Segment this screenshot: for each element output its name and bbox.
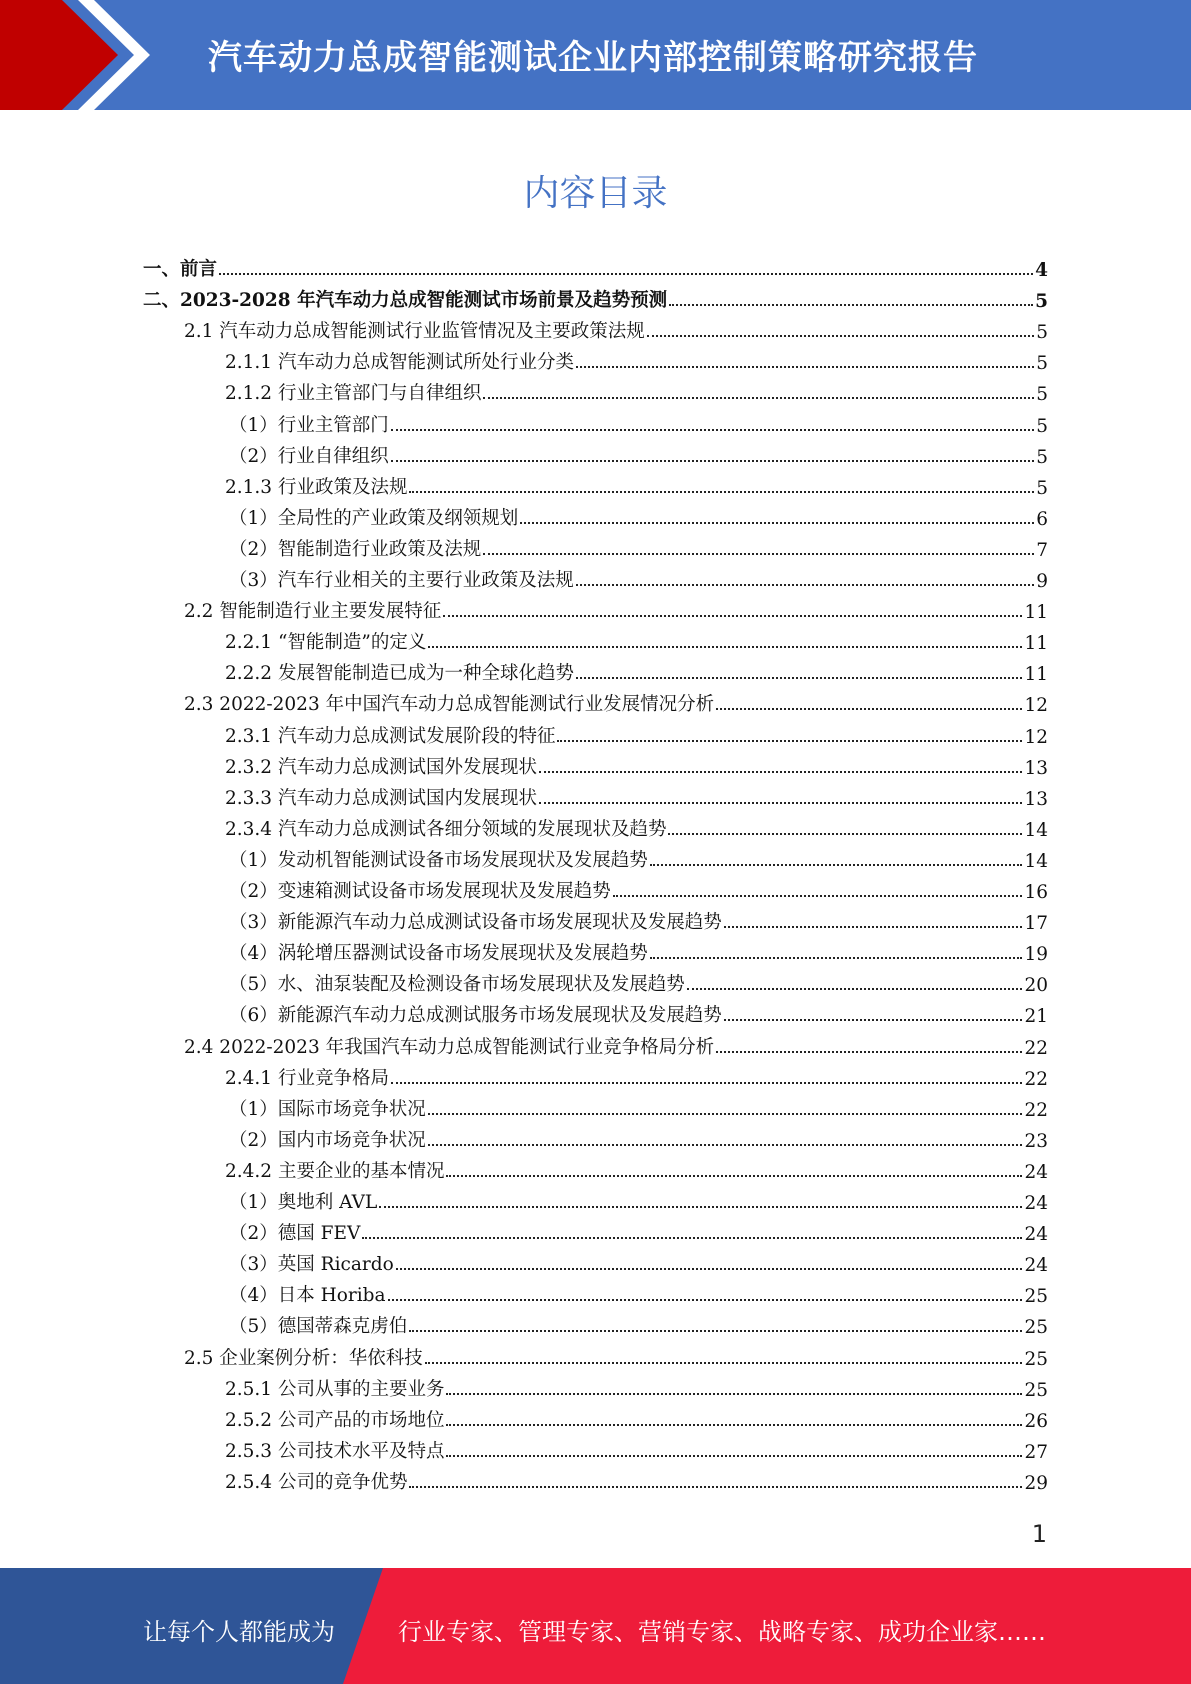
toc-entry-label: （1）发动机智能测试设备市场发展现状及发展趋势 [229, 849, 648, 871]
toc-entry-label: （5）水、油泵装配及检测设备市场发展现状及发展趋势 [229, 974, 685, 996]
toc-entry-label: 2.5 企业案例分析：华依科技 [184, 1347, 423, 1369]
toc-leader-dots [443, 614, 1022, 617]
toc-entry-page: 20 [1024, 975, 1048, 997]
toc-entry-page: 27 [1024, 1441, 1048, 1463]
toc-entry-label: （4）涡轮增压器测试设备市场发展现状及发展趋势 [229, 943, 648, 965]
toc-leader-dots [724, 1018, 1023, 1021]
toc-entry-label: 2.5.1 公司从事的主要业务 [225, 1378, 445, 1400]
footer-banner [0, 1568, 1191, 1684]
toc-entry-label: 2.3.4 汽车动力总成测试各细分领域的发展现状及趋势 [225, 818, 667, 840]
toc-entry[interactable] [225, 1466, 1048, 1494]
toc-entry-page: 6 [1036, 508, 1048, 530]
toc-entry-label: 2.3.1 汽车动力总成测试发展阶段的特征 [225, 725, 556, 747]
toc-entry[interactable] [229, 968, 1048, 996]
toc-entry[interactable] [229, 502, 1048, 530]
toc-leader-dots [446, 1392, 1022, 1395]
toc-entry-label: （5）德国蒂森克虏伯 [229, 1316, 408, 1338]
toc-entry[interactable] [229, 1124, 1048, 1152]
toc-leader-dots [391, 428, 1034, 431]
toc-leader-dots [391, 1081, 1022, 1084]
toc-entry[interactable] [229, 937, 1048, 965]
toc-entry-label: （2）德国 FEV [229, 1223, 361, 1245]
toc-entry-page: 5 [1036, 384, 1048, 406]
toc-entry-page: 12 [1024, 695, 1048, 717]
toc-entry[interactable] [229, 1093, 1048, 1121]
toc-entry[interactable] [225, 471, 1048, 499]
toc-entry-label: 2.3.3 汽车动力总成测试国内发展现状 [225, 787, 537, 809]
toc-entry[interactable] [184, 688, 1048, 716]
toc-entry-page: 24 [1024, 1255, 1048, 1277]
toc-entry-label: 2.2.1 “智能制造”的定义 [225, 632, 427, 654]
toc-entry[interactable] [229, 1248, 1048, 1276]
toc-entry[interactable] [229, 1279, 1048, 1307]
toc-entry-page: 5 [1036, 415, 1048, 437]
toc-leader-dots [446, 1423, 1022, 1426]
toc-entry[interactable] [225, 1435, 1048, 1463]
toc-entry-page: 11 [1024, 664, 1048, 686]
toc-entry-page: 5 [1036, 477, 1048, 499]
toc-entry-label: （2）行业自律组织 [229, 445, 389, 467]
toc-entry-page: 11 [1024, 602, 1048, 624]
toc-entry-page: 5 [1036, 353, 1048, 375]
toc-entry-label: 2.4.1 行业竞争格局 [225, 1067, 389, 1089]
toc-leader-dots [379, 1205, 1022, 1208]
toc-entry-page: 22 [1024, 1037, 1048, 1059]
toc-heading: 内容目录 [523, 173, 668, 214]
toc-entry[interactable] [225, 346, 1048, 374]
toc-leader-dots [557, 739, 1022, 742]
toc-entry-page: 9 [1036, 571, 1048, 592]
toc-entry-label: （3）英国 Ricardo [229, 1254, 394, 1276]
toc-leader-dots [716, 707, 1022, 710]
toc-entry-label: （4）日本 Horiba [229, 1285, 386, 1307]
toc-entry-label: 2.1.3 行业政策及法规 [225, 476, 408, 498]
toc-entry[interactable] [229, 564, 1048, 592]
toc-leader-dots [687, 987, 1023, 990]
toc-leader-dots [428, 645, 1022, 648]
toc-entry-label: （1）全局性的产业政策及纲领规划 [229, 507, 519, 529]
toc-leader-dots [409, 1329, 1022, 1332]
toc-entry-page: 12 [1024, 726, 1048, 748]
toc-entry[interactable] [143, 284, 1048, 312]
toc-entry-label: 2.2.2 发展智能制造已成为一种全球化趋势 [225, 663, 574, 685]
toc-leader-dots [428, 1112, 1023, 1115]
toc-entry-page: 26 [1024, 1410, 1048, 1432]
header-arrow-decoration [0, 0, 160, 110]
footer-slogan-right: 行业专家、管理专家、营销专家、战略专家、成功企业家…… [398, 1618, 1046, 1646]
toc-entry-page: 13 [1024, 788, 1048, 810]
toc-leader-dots [219, 272, 1033, 275]
toc-entry[interactable] [143, 253, 1048, 281]
toc-entry-label: （2）变速箱测试设备市场发展现状及发展趋势 [229, 881, 611, 902]
toc-leader-dots [409, 1485, 1022, 1488]
toc-entry[interactable] [229, 533, 1048, 561]
toc-leader-dots [391, 459, 1034, 462]
toc-entry-label: （1）行业主管部门 [229, 414, 389, 436]
toc-entry[interactable] [225, 751, 1048, 779]
toc-leader-dots [576, 365, 1034, 368]
toc-leader-dots [483, 552, 1034, 555]
toc-entry-page: 14 [1024, 850, 1048, 872]
header-banner [0, 0, 1191, 110]
toc-entry[interactable] [229, 1310, 1048, 1338]
toc-entry-page: 5 [1036, 322, 1048, 344]
toc-entry-label: （2）智能制造行业政策及法规 [229, 538, 482, 560]
toc-entry[interactable] [225, 1062, 1048, 1090]
toc-leader-dots [539, 770, 1022, 773]
toc-entry-page: 21 [1024, 1006, 1048, 1028]
toc-entry-label: 2.5.4 公司的竞争优势 [225, 1471, 408, 1493]
toc-entry-label: （1）奥地利 AVL [229, 1192, 378, 1213]
toc-entry-page: 22 [1024, 1099, 1048, 1121]
toc-entry-page: 22 [1024, 1068, 1048, 1090]
toc-leader-dots [539, 801, 1022, 804]
toc-entry-page: 17 [1024, 913, 1048, 935]
toc-entry-label: 2.5.2 公司产品的市场地位 [225, 1409, 445, 1431]
toc-entry[interactable] [225, 782, 1048, 810]
footer-slogan-left: 让每个人都能成为 [143, 1618, 335, 1646]
toc-entry-page: 14 [1024, 819, 1048, 841]
toc-entry[interactable] [229, 440, 1048, 468]
toc-entry[interactable] [225, 626, 1048, 654]
toc-entry[interactable] [184, 315, 1048, 343]
toc-leader-dots [576, 583, 1034, 586]
toc-entry-label: 2.3.2 汽车动力总成测试国外发展现状 [225, 756, 537, 778]
toc-leader-dots [650, 956, 1023, 959]
toc-entry-label: （2）国内市场竞争状况 [229, 1129, 426, 1151]
toc-entry-page: 5 [1035, 291, 1048, 313]
toc-entry[interactable] [225, 657, 1048, 685]
toc-entry[interactable] [229, 906, 1048, 934]
toc-entry-page: 23 [1024, 1130, 1048, 1152]
toc-leader-dots [668, 832, 1022, 835]
toc-entry-label: 2.4.2 主要企业的基本情况 [225, 1160, 445, 1182]
toc-entry[interactable] [225, 1373, 1048, 1401]
toc-leader-dots [362, 1236, 1022, 1239]
toc-entry-page: 24 [1024, 1224, 1048, 1246]
toc-leader-dots [388, 1298, 1023, 1301]
toc-entry[interactable] [184, 595, 1048, 623]
toc-entry-label: （1）国际市场竞争状况 [229, 1098, 426, 1120]
toc-entry-page: 25 [1024, 1379, 1048, 1401]
toc-entry-label: 2.2 智能制造行业主要发展特征 [184, 601, 442, 623]
toc-leader-dots [724, 925, 1023, 928]
toc-leader-dots [613, 894, 1023, 897]
toc-entry[interactable] [225, 377, 1048, 405]
toc-entry-page: 29 [1024, 1472, 1048, 1494]
toc-entry-page: 24 [1024, 1193, 1048, 1214]
toc-entry[interactable] [225, 813, 1048, 841]
toc-entry-label: （3）新能源汽车动力总成测试设备市场发展现状及发展趋势 [229, 912, 722, 934]
toc-entry[interactable] [184, 1342, 1048, 1370]
toc-entry-page: 25 [1024, 1286, 1048, 1308]
toc-entry[interactable] [225, 720, 1048, 748]
toc-entry-page: 16 [1024, 882, 1048, 903]
toc-entry-page: 5 [1036, 446, 1048, 468]
page-number: 1 [1031, 1520, 1047, 1548]
toc-leader-dots [520, 521, 1034, 524]
toc-entry-page: 7 [1036, 539, 1048, 561]
toc-entry-label: 一、前言 [143, 259, 218, 280]
toc-entry-page: 25 [1024, 1317, 1048, 1339]
toc-leader-dots [716, 1050, 1022, 1053]
toc-entry-label: （3）汽车行业相关的主要行业政策及法规 [229, 570, 574, 591]
toc-entry-label: （6）新能源汽车动力总成测试服务市场发展现状及发展趋势 [229, 1005, 722, 1027]
toc-entry-label: 2.4 2022-2023 年我国汽车动力总成智能测试行业竞争格局分析 [184, 1036, 715, 1058]
toc-entry-page: 11 [1024, 633, 1048, 655]
toc-leader-dots [647, 334, 1034, 337]
report-title: 汽车动力总成智能测试企业内部控制策略研究报告 [208, 38, 978, 78]
toc-entry[interactable] [225, 1155, 1048, 1183]
toc-leader-dots [425, 1361, 1023, 1364]
toc-leader-dots [576, 676, 1022, 679]
toc-entry[interactable] [225, 1404, 1048, 1432]
toc-entry-page: 13 [1024, 757, 1048, 779]
toc-entry[interactable] [229, 409, 1048, 437]
toc-leader-dots [669, 303, 1033, 306]
toc-entry[interactable] [229, 1186, 1048, 1214]
toc-leader-dots [409, 490, 1034, 493]
toc-leader-dots [446, 1174, 1022, 1177]
toc-entry[interactable] [229, 999, 1048, 1027]
toc-entry-label: 2.3 2022-2023 年中国汽车动力总成智能测试行业发展情况分析 [184, 694, 715, 716]
toc-leader-dots [396, 1267, 1023, 1270]
toc-leader-dots [483, 396, 1034, 399]
toc-entry-label: 2.5.3 公司技术水平及特点 [225, 1440, 445, 1462]
toc-leader-dots [428, 1143, 1023, 1146]
toc-entry[interactable] [229, 844, 1048, 872]
toc-entry-label: 2.1.2 行业主管部门与自律组织 [225, 383, 482, 405]
toc-entry[interactable] [184, 1031, 1048, 1059]
toc-leader-dots [650, 863, 1023, 866]
toc-leader-dots [446, 1454, 1022, 1457]
toc-entry-page: 25 [1024, 1348, 1048, 1370]
toc-entry-label: 二、2023-2028 年汽车动力总成智能测试市场前景及趋势预测 [143, 290, 668, 312]
toc-entry-page: 4 [1035, 260, 1048, 281]
toc-entry-label: 2.1 汽车动力总成智能测试行业监管情况及主要政策法规 [184, 321, 645, 343]
toc-entry-page: 19 [1024, 944, 1048, 966]
toc-entry[interactable] [229, 875, 1048, 903]
toc-entry-page: 24 [1024, 1161, 1048, 1183]
toc-entry[interactable] [229, 1217, 1048, 1245]
toc-entry-label: 2.1.1 汽车动力总成智能测试所处行业分类 [225, 352, 574, 374]
